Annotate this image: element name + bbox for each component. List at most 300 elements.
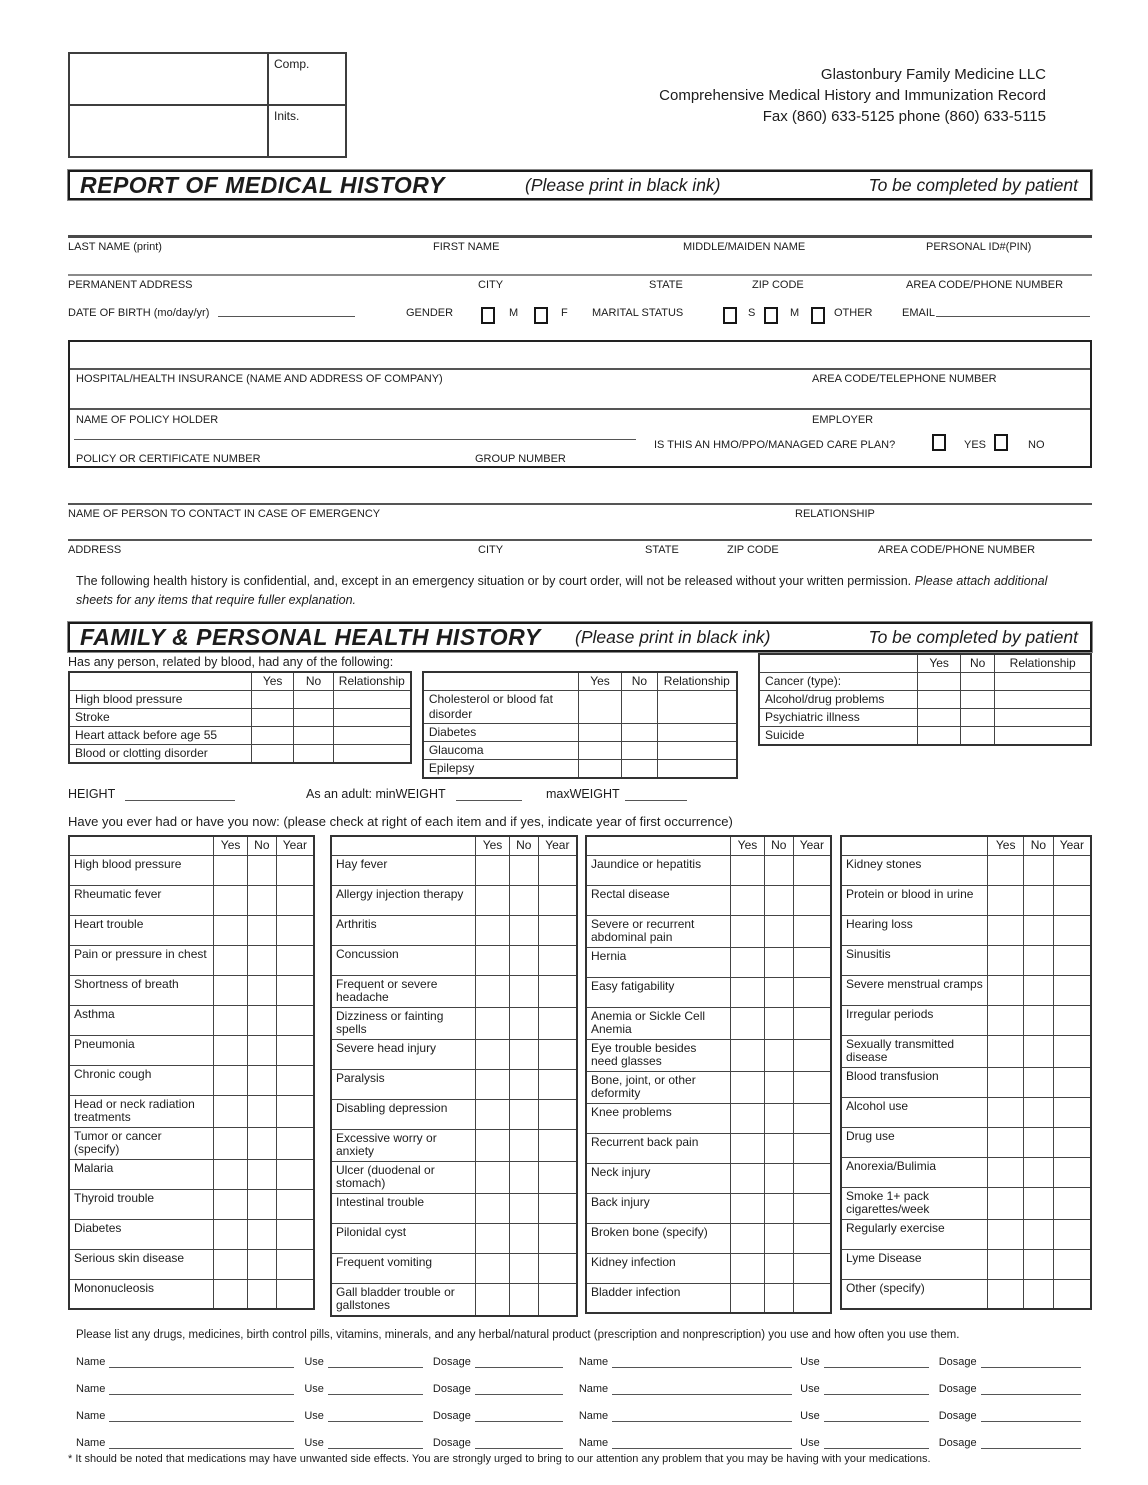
no-cell[interactable] <box>247 975 276 1005</box>
yes-cell[interactable] <box>476 1283 510 1316</box>
yes-cell[interactable] <box>731 915 765 947</box>
no-cell[interactable] <box>247 885 276 915</box>
year-cell[interactable] <box>538 1283 577 1316</box>
no-cell[interactable] <box>247 1035 276 1065</box>
no-cell[interactable] <box>764 947 793 977</box>
med-name-label: Name <box>76 1355 106 1368</box>
comp-write-cell[interactable] <box>69 53 268 105</box>
yes-cell[interactable] <box>214 1095 248 1127</box>
yes-cell[interactable] <box>476 1223 510 1253</box>
year-cell[interactable] <box>1053 885 1091 915</box>
condition-row <box>841 1097 1091 1127</box>
yes-cell[interactable] <box>988 945 1024 975</box>
no-cell[interactable] <box>1024 1067 1054 1097</box>
condition-row <box>586 915 831 947</box>
yes-cell[interactable] <box>988 1187 1024 1219</box>
med-use-line[interactable] <box>328 1435 423 1449</box>
yes-cell[interactable] <box>476 1193 510 1223</box>
no-cell[interactable] <box>1024 1097 1054 1127</box>
no-cell[interactable] <box>509 1129 538 1161</box>
relationship-cell[interactable] <box>333 745 411 764</box>
relationship-cell[interactable] <box>995 691 1091 709</box>
year-cell[interactable] <box>1053 1035 1091 1067</box>
year-cell[interactable] <box>1053 1157 1091 1187</box>
no-cell[interactable] <box>509 1007 538 1039</box>
relationship-cell[interactable] <box>657 760 737 779</box>
relationship-cell[interactable] <box>657 742 737 760</box>
med-use-label: Use <box>304 1436 324 1449</box>
year-cell[interactable] <box>793 1223 831 1253</box>
yes-cell[interactable] <box>476 855 510 885</box>
no-cell[interactable] <box>764 1253 793 1283</box>
no-cell[interactable] <box>294 727 333 745</box>
year-cell[interactable] <box>538 1223 577 1253</box>
year-cell[interactable] <box>538 885 577 915</box>
yes-header: Yes <box>918 654 960 673</box>
condition-row <box>331 1253 577 1283</box>
yes-cell[interactable] <box>918 691 960 709</box>
year-cell[interactable] <box>538 1161 577 1193</box>
yes-cell[interactable] <box>251 691 293 709</box>
inits-write-cell[interactable] <box>69 105 268 157</box>
no-cell[interactable] <box>764 1007 793 1039</box>
condition-row <box>69 1159 314 1189</box>
no-cell[interactable] <box>1024 885 1054 915</box>
med-dosage-line[interactable] <box>475 1354 563 1368</box>
no-cell[interactable] <box>509 975 538 1007</box>
yes-cell[interactable] <box>476 945 510 975</box>
med-use-line[interactable] <box>824 1408 929 1422</box>
no-cell[interactable] <box>247 1127 276 1159</box>
no-cell[interactable] <box>1024 1157 1054 1187</box>
yes-cell[interactable] <box>988 1005 1024 1035</box>
no-cell[interactable] <box>1024 975 1054 1005</box>
no-cell[interactable] <box>764 915 793 947</box>
yes-cell[interactable] <box>251 745 293 764</box>
yes-cell[interactable] <box>476 1161 510 1193</box>
year-cell[interactable] <box>276 1005 314 1035</box>
yes-cell[interactable] <box>988 1279 1024 1309</box>
yes-cell[interactable] <box>214 1005 248 1035</box>
med-name-line[interactable] <box>612 1354 792 1368</box>
yes-cell[interactable] <box>476 885 510 915</box>
condition-row <box>331 1223 577 1253</box>
no-cell[interactable] <box>1024 1187 1054 1219</box>
med-dosage-label: Dosage <box>432 1409 471 1422</box>
yes-cell[interactable] <box>731 1133 765 1163</box>
year-cell[interactable] <box>793 977 831 1007</box>
condition-row <box>841 885 1091 915</box>
relationship-cell[interactable] <box>657 691 737 724</box>
yes-cell[interactable] <box>476 1007 510 1039</box>
no-cell[interactable] <box>960 709 995 727</box>
no-header: No <box>764 836 793 855</box>
med-dosage-line[interactable] <box>475 1381 563 1395</box>
marital-other-checkbox[interactable] <box>811 307 825 324</box>
condition-label: Smoke 1+ pack cigarettes/week <box>841 1187 988 1219</box>
yes-cell[interactable] <box>988 1219 1024 1249</box>
year-cell[interactable] <box>793 1163 831 1193</box>
year-cell[interactable] <box>276 1095 314 1127</box>
year-cell[interactable] <box>793 1253 831 1283</box>
yes-cell[interactable] <box>731 1071 765 1103</box>
policy-number-label: POLICY OR CERTIFICATE NUMBER <box>76 453 261 465</box>
year-cell[interactable] <box>793 1103 831 1133</box>
yes-cell[interactable] <box>918 727 960 746</box>
min-weight-line[interactable] <box>456 800 522 801</box>
condition-row <box>841 1249 1091 1279</box>
no-cell[interactable] <box>764 1039 793 1071</box>
yes-cell[interactable] <box>214 1189 248 1219</box>
yes-cell[interactable] <box>214 1249 248 1279</box>
year-cell[interactable] <box>1053 1097 1091 1127</box>
med-use-line[interactable] <box>824 1435 929 1449</box>
yes-cell[interactable] <box>731 855 765 885</box>
hmo-no-checkbox[interactable] <box>994 434 1008 451</box>
yes-cell[interactable] <box>578 691 621 724</box>
condition-label: Jaundice or hepatitis <box>586 855 731 885</box>
emergency-contact-row[interactable] <box>68 503 1092 539</box>
yes-cell[interactable] <box>731 947 765 977</box>
year-cell[interactable] <box>276 855 314 885</box>
year-cell[interactable] <box>1053 1279 1091 1309</box>
yes-cell[interactable] <box>214 915 248 945</box>
year-cell[interactable] <box>1053 1127 1091 1157</box>
no-cell[interactable] <box>1024 855 1054 885</box>
year-cell[interactable] <box>1053 1005 1091 1035</box>
no-cell[interactable] <box>764 1071 793 1103</box>
year-cell[interactable] <box>538 1253 577 1283</box>
no-cell[interactable] <box>247 1249 276 1279</box>
yes-cell[interactable] <box>731 1193 765 1223</box>
yes-cell[interactable] <box>578 742 621 760</box>
yes-cell[interactable] <box>476 1253 510 1283</box>
no-cell[interactable] <box>622 691 658 724</box>
year-cell[interactable] <box>276 1035 314 1065</box>
height-line[interactable] <box>125 800 235 801</box>
no-cell[interactable] <box>1024 915 1054 945</box>
med-name-line[interactable] <box>109 1435 294 1449</box>
med-use-line[interactable] <box>328 1381 423 1395</box>
yes-cell[interactable] <box>731 1253 765 1283</box>
year-cell[interactable] <box>793 1133 831 1163</box>
no-cell[interactable] <box>960 691 995 709</box>
relationship-cell[interactable] <box>333 691 411 709</box>
dob-line[interactable] <box>218 316 355 317</box>
yes-cell[interactable] <box>731 1103 765 1133</box>
no-cell[interactable] <box>509 1039 538 1069</box>
no-cell[interactable] <box>509 1193 538 1223</box>
year-cell[interactable] <box>793 947 831 977</box>
no-cell[interactable] <box>1024 1035 1054 1067</box>
year-cell[interactable] <box>538 915 577 945</box>
med-name-line[interactable] <box>109 1354 294 1368</box>
condition-label: Alcohol/drug problems <box>759 691 918 709</box>
yes-cell[interactable] <box>731 1039 765 1071</box>
relationship-cell[interactable] <box>995 673 1091 691</box>
no-cell[interactable] <box>764 855 793 885</box>
condition-row <box>586 885 831 915</box>
no-cell[interactable] <box>509 1161 538 1193</box>
yes-cell[interactable] <box>731 1223 765 1253</box>
policy-number-line[interactable] <box>74 439 636 440</box>
yes-cell[interactable] <box>214 1159 248 1189</box>
year-cell[interactable] <box>276 1279 314 1309</box>
year-cell[interactable] <box>793 1071 831 1103</box>
year-cell[interactable] <box>538 1007 577 1039</box>
med-name-line[interactable] <box>612 1381 792 1395</box>
yes-cell[interactable] <box>214 1279 248 1309</box>
no-cell[interactable] <box>509 945 538 975</box>
yes-cell[interactable] <box>578 760 621 779</box>
year-cell[interactable] <box>276 1065 314 1095</box>
blank-header <box>331 836 476 855</box>
year-cell[interactable] <box>1053 1187 1091 1219</box>
no-cell[interactable] <box>247 1095 276 1127</box>
yes-cell[interactable] <box>251 727 293 745</box>
year-cell[interactable] <box>538 1099 577 1129</box>
yes-cell[interactable] <box>988 1035 1024 1067</box>
year-cell[interactable] <box>276 945 314 975</box>
yes-cell[interactable] <box>476 1099 510 1129</box>
no-cell[interactable] <box>247 945 276 975</box>
year-cell[interactable] <box>276 1127 314 1159</box>
emergency-address-row[interactable] <box>68 539 1092 565</box>
yes-cell[interactable] <box>476 915 510 945</box>
no-cell[interactable] <box>1024 1279 1054 1309</box>
yes-cell[interactable] <box>988 1249 1024 1279</box>
yes-cell[interactable] <box>251 709 293 727</box>
phone-label: AREA CODE/PHONE NUMBER <box>906 279 1064 291</box>
no-cell[interactable] <box>509 1069 538 1099</box>
year-cell[interactable] <box>538 1039 577 1069</box>
no-cell[interactable] <box>294 709 333 727</box>
no-cell[interactable] <box>509 885 538 915</box>
yes-cell[interactable] <box>214 1065 248 1095</box>
name-row[interactable] <box>68 235 1092 274</box>
year-cell[interactable] <box>793 1039 831 1071</box>
condition-row <box>69 885 314 915</box>
print-instruction: (Please print in black ink) <box>525 174 721 195</box>
year-cell[interactable] <box>1053 855 1091 885</box>
condition-label: Pilonidal cyst <box>331 1223 476 1253</box>
condition-row <box>69 1249 314 1279</box>
yes-cell[interactable] <box>214 855 248 885</box>
no-cell[interactable] <box>509 1283 538 1316</box>
yes-cell[interactable] <box>214 945 248 975</box>
year-header: Year <box>793 836 831 855</box>
relationship-cell[interactable] <box>333 727 411 745</box>
yes-cell[interactable] <box>214 885 248 915</box>
yes-cell[interactable] <box>476 975 510 1007</box>
med-dosage-label: Dosage <box>938 1436 977 1449</box>
year-cell[interactable] <box>276 1219 314 1249</box>
yes-cell[interactable] <box>988 1157 1024 1187</box>
year-cell[interactable] <box>538 1129 577 1161</box>
no-cell[interactable] <box>764 1163 793 1193</box>
no-cell[interactable] <box>247 1279 276 1309</box>
yes-cell[interactable] <box>731 1007 765 1039</box>
year-cell[interactable] <box>538 1069 577 1099</box>
year-cell[interactable] <box>1053 975 1091 1005</box>
no-cell[interactable] <box>247 1219 276 1249</box>
no-cell[interactable] <box>764 977 793 1007</box>
year-cell[interactable] <box>538 975 577 1007</box>
year-cell[interactable] <box>1053 1219 1091 1249</box>
year-cell[interactable] <box>538 1193 577 1223</box>
yes-cell[interactable] <box>476 1039 510 1069</box>
no-cell[interactable] <box>509 1223 538 1253</box>
gender-f-checkbox[interactable] <box>534 307 548 324</box>
condition-row <box>331 1161 577 1193</box>
no-cell[interactable] <box>247 1065 276 1095</box>
yes-cell[interactable] <box>988 1097 1024 1127</box>
marital-s-checkbox[interactable] <box>723 307 737 324</box>
no-cell[interactable] <box>764 885 793 915</box>
med-use-line[interactable] <box>328 1408 423 1422</box>
med-dosage-line[interactable] <box>981 1408 1081 1422</box>
history-question: Have you ever had or have you now: (please check at right of each item and if yes, indicate year of first occurrence) <box>68 814 733 829</box>
hmo-yes-checkbox[interactable] <box>932 434 946 451</box>
yes-cell[interactable] <box>988 885 1024 915</box>
med-use-line[interactable] <box>328 1354 423 1368</box>
year-cell[interactable] <box>276 885 314 915</box>
no-cell[interactable] <box>1024 945 1054 975</box>
condition-label: Chronic cough <box>69 1065 214 1095</box>
year-cell[interactable] <box>793 1193 831 1223</box>
no-header: No <box>294 672 333 691</box>
med-dosage-line[interactable] <box>475 1408 563 1422</box>
insurance-write-strip[interactable] <box>70 342 1090 368</box>
no-cell[interactable] <box>509 1253 538 1283</box>
no-cell[interactable] <box>247 855 276 885</box>
relationship-cell[interactable] <box>995 727 1091 746</box>
med-name-line[interactable] <box>612 1435 792 1449</box>
no-cell[interactable] <box>764 1223 793 1253</box>
no-cell[interactable] <box>1024 1219 1054 1249</box>
no-cell[interactable] <box>622 760 658 779</box>
med-use-line[interactable] <box>824 1354 929 1368</box>
yes-cell[interactable] <box>988 1067 1024 1097</box>
med-name-line[interactable] <box>612 1408 792 1422</box>
email-line[interactable] <box>936 316 1090 317</box>
year-cell[interactable] <box>276 915 314 945</box>
med-dosage-line[interactable] <box>981 1381 1081 1395</box>
max-weight-line[interactable] <box>625 800 687 801</box>
med-dosage-line[interactable] <box>981 1354 1081 1368</box>
relationship-cell[interactable] <box>657 724 737 742</box>
yes-cell[interactable] <box>476 1069 510 1099</box>
insurance-company-section[interactable] <box>70 368 1090 408</box>
med-use-line[interactable] <box>824 1381 929 1395</box>
year-cell[interactable] <box>793 855 831 885</box>
yes-cell[interactable] <box>214 975 248 1005</box>
med-dosage-line[interactable] <box>475 1435 563 1449</box>
no-cell[interactable] <box>247 1159 276 1189</box>
relationship-cell[interactable] <box>333 709 411 727</box>
yes-cell[interactable] <box>214 1127 248 1159</box>
med-name-line[interactable] <box>109 1381 294 1395</box>
med-name-line[interactable] <box>109 1408 294 1422</box>
yes-cell[interactable] <box>731 885 765 915</box>
yes-cell[interactable] <box>918 709 960 727</box>
yes-cell[interactable] <box>988 915 1024 945</box>
no-cell[interactable] <box>247 1005 276 1035</box>
yes-cell[interactable] <box>918 673 960 691</box>
yes-cell[interactable] <box>988 1127 1024 1157</box>
year-cell[interactable] <box>276 975 314 1005</box>
med-name-label: Name <box>76 1409 106 1422</box>
year-cell[interactable] <box>793 1007 831 1039</box>
year-cell[interactable] <box>793 1283 831 1313</box>
yes-cell[interactable] <box>214 1219 248 1249</box>
year-cell[interactable] <box>1053 915 1091 945</box>
family-condition-row <box>423 691 737 724</box>
yes-cell[interactable] <box>988 855 1024 885</box>
condition-row <box>841 1279 1091 1309</box>
yes-cell[interactable] <box>988 975 1024 1005</box>
yes-cell[interactable] <box>476 1129 510 1161</box>
year-cell[interactable] <box>1053 945 1091 975</box>
yes-cell[interactable] <box>578 724 621 742</box>
no-cell[interactable] <box>764 1103 793 1133</box>
no-cell[interactable] <box>509 1099 538 1129</box>
year-cell[interactable] <box>793 885 831 915</box>
no-cell[interactable] <box>1024 1005 1054 1035</box>
no-cell[interactable] <box>960 727 995 746</box>
condition-label: Anorexia/Bulimia <box>841 1157 988 1187</box>
no-cell[interactable] <box>509 915 538 945</box>
relationship-cell[interactable] <box>995 709 1091 727</box>
no-cell[interactable] <box>764 1283 793 1313</box>
clinic-name: Glastonbury Family Medicine LLC <box>820 66 1046 83</box>
no-cell[interactable] <box>247 1189 276 1219</box>
condition-row <box>586 1253 831 1283</box>
year-cell[interactable] <box>276 1159 314 1189</box>
no-cell[interactable] <box>1024 1127 1054 1157</box>
no-cell[interactable] <box>1024 1249 1054 1279</box>
no-cell[interactable] <box>764 1133 793 1163</box>
no-cell[interactable] <box>960 673 995 691</box>
year-cell[interactable] <box>793 915 831 947</box>
yes-cell[interactable] <box>731 1283 765 1313</box>
insurance-policy-section[interactable] <box>70 408 1090 466</box>
year-cell[interactable] <box>276 1249 314 1279</box>
condition-row <box>841 945 1091 975</box>
yes-cell[interactable] <box>214 1035 248 1065</box>
address-row[interactable] <box>68 274 1092 298</box>
no-cell[interactable] <box>294 745 333 764</box>
no-cell[interactable] <box>622 724 658 742</box>
no-cell[interactable] <box>294 691 333 709</box>
yes-cell[interactable] <box>731 1163 765 1193</box>
year-cell[interactable] <box>1053 1067 1091 1097</box>
med-dosage-line[interactable] <box>981 1435 1081 1449</box>
condition-label: Recurrent back pain <box>586 1133 731 1163</box>
no-cell[interactable] <box>509 855 538 885</box>
year-cell[interactable] <box>538 855 577 885</box>
hmo-yes-label: YES <box>964 439 987 451</box>
gender-m-checkbox[interactable] <box>481 307 495 324</box>
year-cell[interactable] <box>538 945 577 975</box>
no-cell[interactable] <box>247 915 276 945</box>
year-cell[interactable] <box>1053 1249 1091 1279</box>
year-cell[interactable] <box>276 1189 314 1219</box>
marital-m-checkbox[interactable] <box>764 307 778 324</box>
no-cell[interactable] <box>764 1193 793 1223</box>
yes-cell[interactable] <box>731 977 765 1007</box>
no-cell[interactable] <box>622 742 658 760</box>
